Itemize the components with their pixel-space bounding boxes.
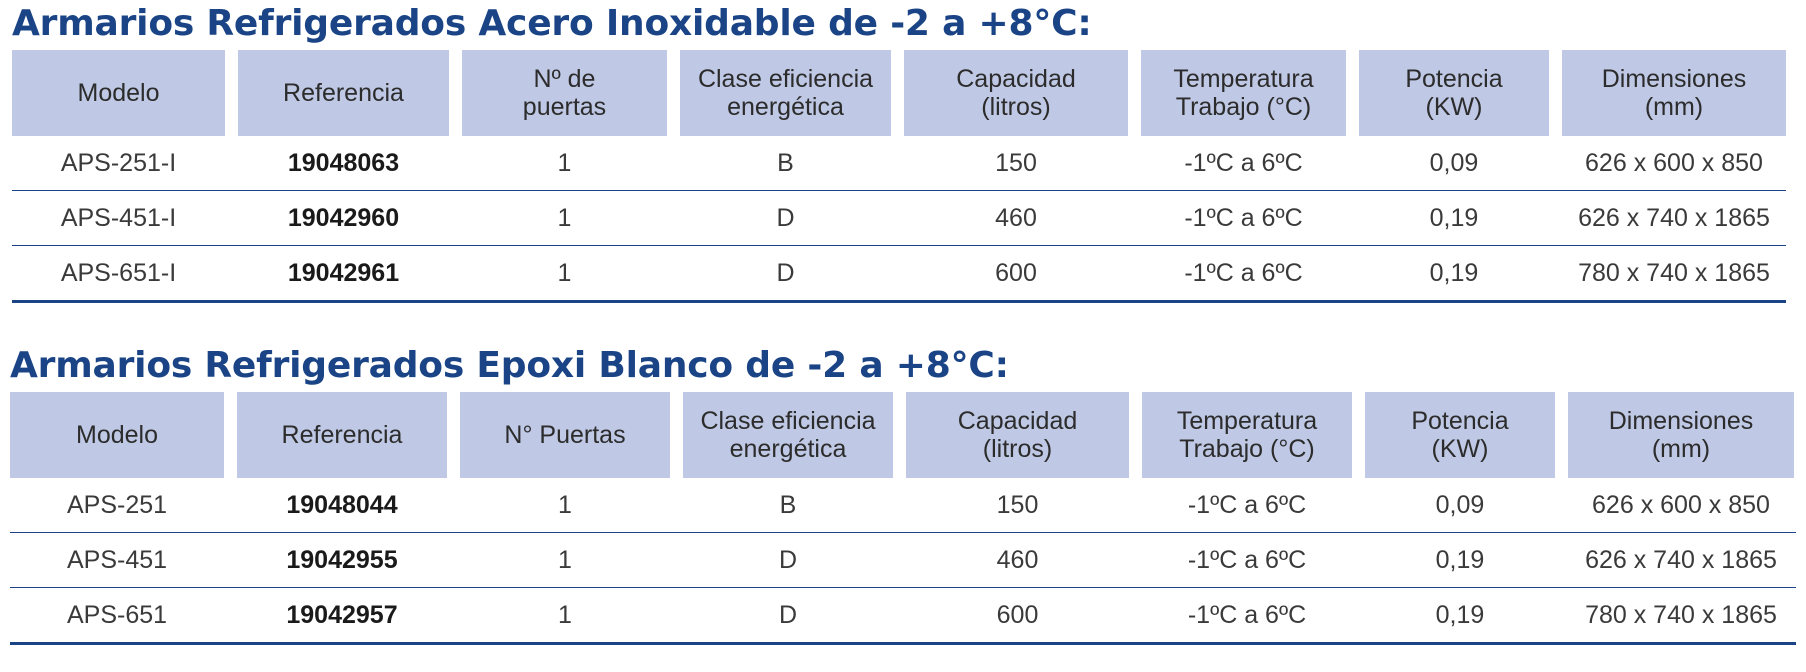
cell-temperatura: -1ºC a 6ºC [1184, 258, 1303, 287]
cell-clase: B [779, 490, 797, 519]
table-row [10, 588, 1796, 645]
cell-modelo: APS-651-I [60, 258, 177, 287]
table-header-row [10, 392, 1800, 478]
header-dimensiones: Dimensiones (mm) [1562, 50, 1786, 136]
table-row [10, 478, 1796, 533]
cell-capacidad: 600 [995, 258, 1037, 287]
header-temperatura: Temperatura Trabajo (°C) [1141, 50, 1346, 136]
header-dimensiones: Dimensiones (mm) [1568, 392, 1794, 478]
header-capacidad: Capacidad (litros) [904, 50, 1128, 136]
cell-puertas: 1 [558, 600, 572, 629]
cell-temperatura: -1ºC a 6ºC [1187, 545, 1307, 574]
header-puertas: Nº de puertas [462, 50, 667, 136]
cell-puertas: 1 [557, 203, 572, 232]
cell-dimensiones: 626 x 740 x 1865 [1578, 203, 1770, 232]
table-row [12, 191, 1786, 246]
cell-puertas: 1 [557, 258, 572, 287]
cell-dimensiones: 626 x 600 x 850 [1585, 148, 1763, 177]
cell-referencia: 19042957 [286, 600, 398, 629]
header-puertas: N° Puertas [460, 392, 670, 478]
table-row [12, 136, 1786, 191]
cell-temperatura: -1ºC a 6ºC [1184, 203, 1303, 232]
header-clase-eficiencia: Clase eficiencia energética [680, 50, 891, 136]
cell-modelo: APS-251 [66, 490, 168, 519]
cell-clase: D [776, 258, 795, 287]
cell-capacidad: 600 [996, 600, 1039, 629]
header-temperatura: Temperatura Trabajo (°C) [1142, 392, 1352, 478]
header-capacidad: Capacidad (litros) [906, 392, 1129, 478]
cell-potencia: 0,19 [1435, 545, 1485, 574]
header-potencia: Potencia (KW) [1359, 50, 1549, 136]
cell-temperatura: -1ºC a 6ºC [1184, 148, 1303, 177]
cell-potencia: 0,09 [1435, 490, 1485, 519]
header-clase-eficiencia: Clase eficiencia energética [683, 392, 893, 478]
cell-modelo: APS-251-I [60, 148, 177, 177]
table-section-acero-inoxidable [12, 0, 1792, 305]
cell-clase: D [776, 203, 795, 232]
table-header-row [12, 50, 1792, 136]
cell-potencia: 0,09 [1429, 148, 1479, 177]
table-row [10, 533, 1796, 588]
cell-capacidad: 460 [996, 545, 1039, 574]
cell-dimensiones: 626 x 600 x 850 [1592, 490, 1770, 519]
cell-puertas: 1 [558, 490, 572, 519]
header-referencia: Referencia [238, 50, 449, 136]
cell-potencia: 0,19 [1429, 258, 1479, 287]
cell-capacidad: 460 [995, 203, 1037, 232]
table-row [12, 246, 1786, 303]
cell-puertas: 1 [557, 148, 572, 177]
cell-clase: D [778, 600, 798, 629]
cell-potencia: 0,19 [1435, 600, 1485, 629]
cell-referencia: 19042960 [287, 203, 400, 232]
header-potencia: Potencia (KW) [1365, 392, 1555, 478]
cell-referencia: 19048044 [286, 490, 398, 519]
section-title: Armarios Refrigerados Acero Inoxidable de -2 a +8°C: [12, 3, 1092, 44]
cell-modelo: APS-651 [66, 600, 168, 629]
cell-dimensiones: 626 x 740 x 1865 [1585, 545, 1777, 574]
cell-modelo: APS-451 [66, 545, 168, 574]
cell-referencia: 19042961 [287, 258, 400, 287]
cell-temperatura: -1ºC a 6ºC [1187, 490, 1307, 519]
cell-referencia: 19048063 [287, 148, 400, 177]
table-section-epoxi-blanco [10, 340, 1800, 650]
cell-capacidad: 150 [995, 148, 1037, 177]
cell-clase: D [778, 545, 798, 574]
cell-puertas: 1 [558, 545, 572, 574]
header-modelo: Modelo [10, 392, 224, 478]
cell-modelo: APS-451-I [60, 203, 177, 232]
header-referencia: Referencia [237, 392, 447, 478]
cell-dimensiones: 780 x 740 x 1865 [1585, 600, 1777, 629]
header-modelo: Modelo [12, 50, 225, 136]
cell-clase: B [777, 148, 794, 177]
cell-dimensiones: 780 x 740 x 1865 [1578, 258, 1770, 287]
section-title: Armarios Refrigerados Epoxi Blanco de -2 a +8°C: [10, 345, 1009, 386]
cell-potencia: 0,19 [1429, 203, 1479, 232]
cell-temperatura: -1ºC a 6ºC [1187, 600, 1307, 629]
cell-capacidad: 150 [996, 490, 1039, 519]
cell-referencia: 19042955 [286, 545, 398, 574]
